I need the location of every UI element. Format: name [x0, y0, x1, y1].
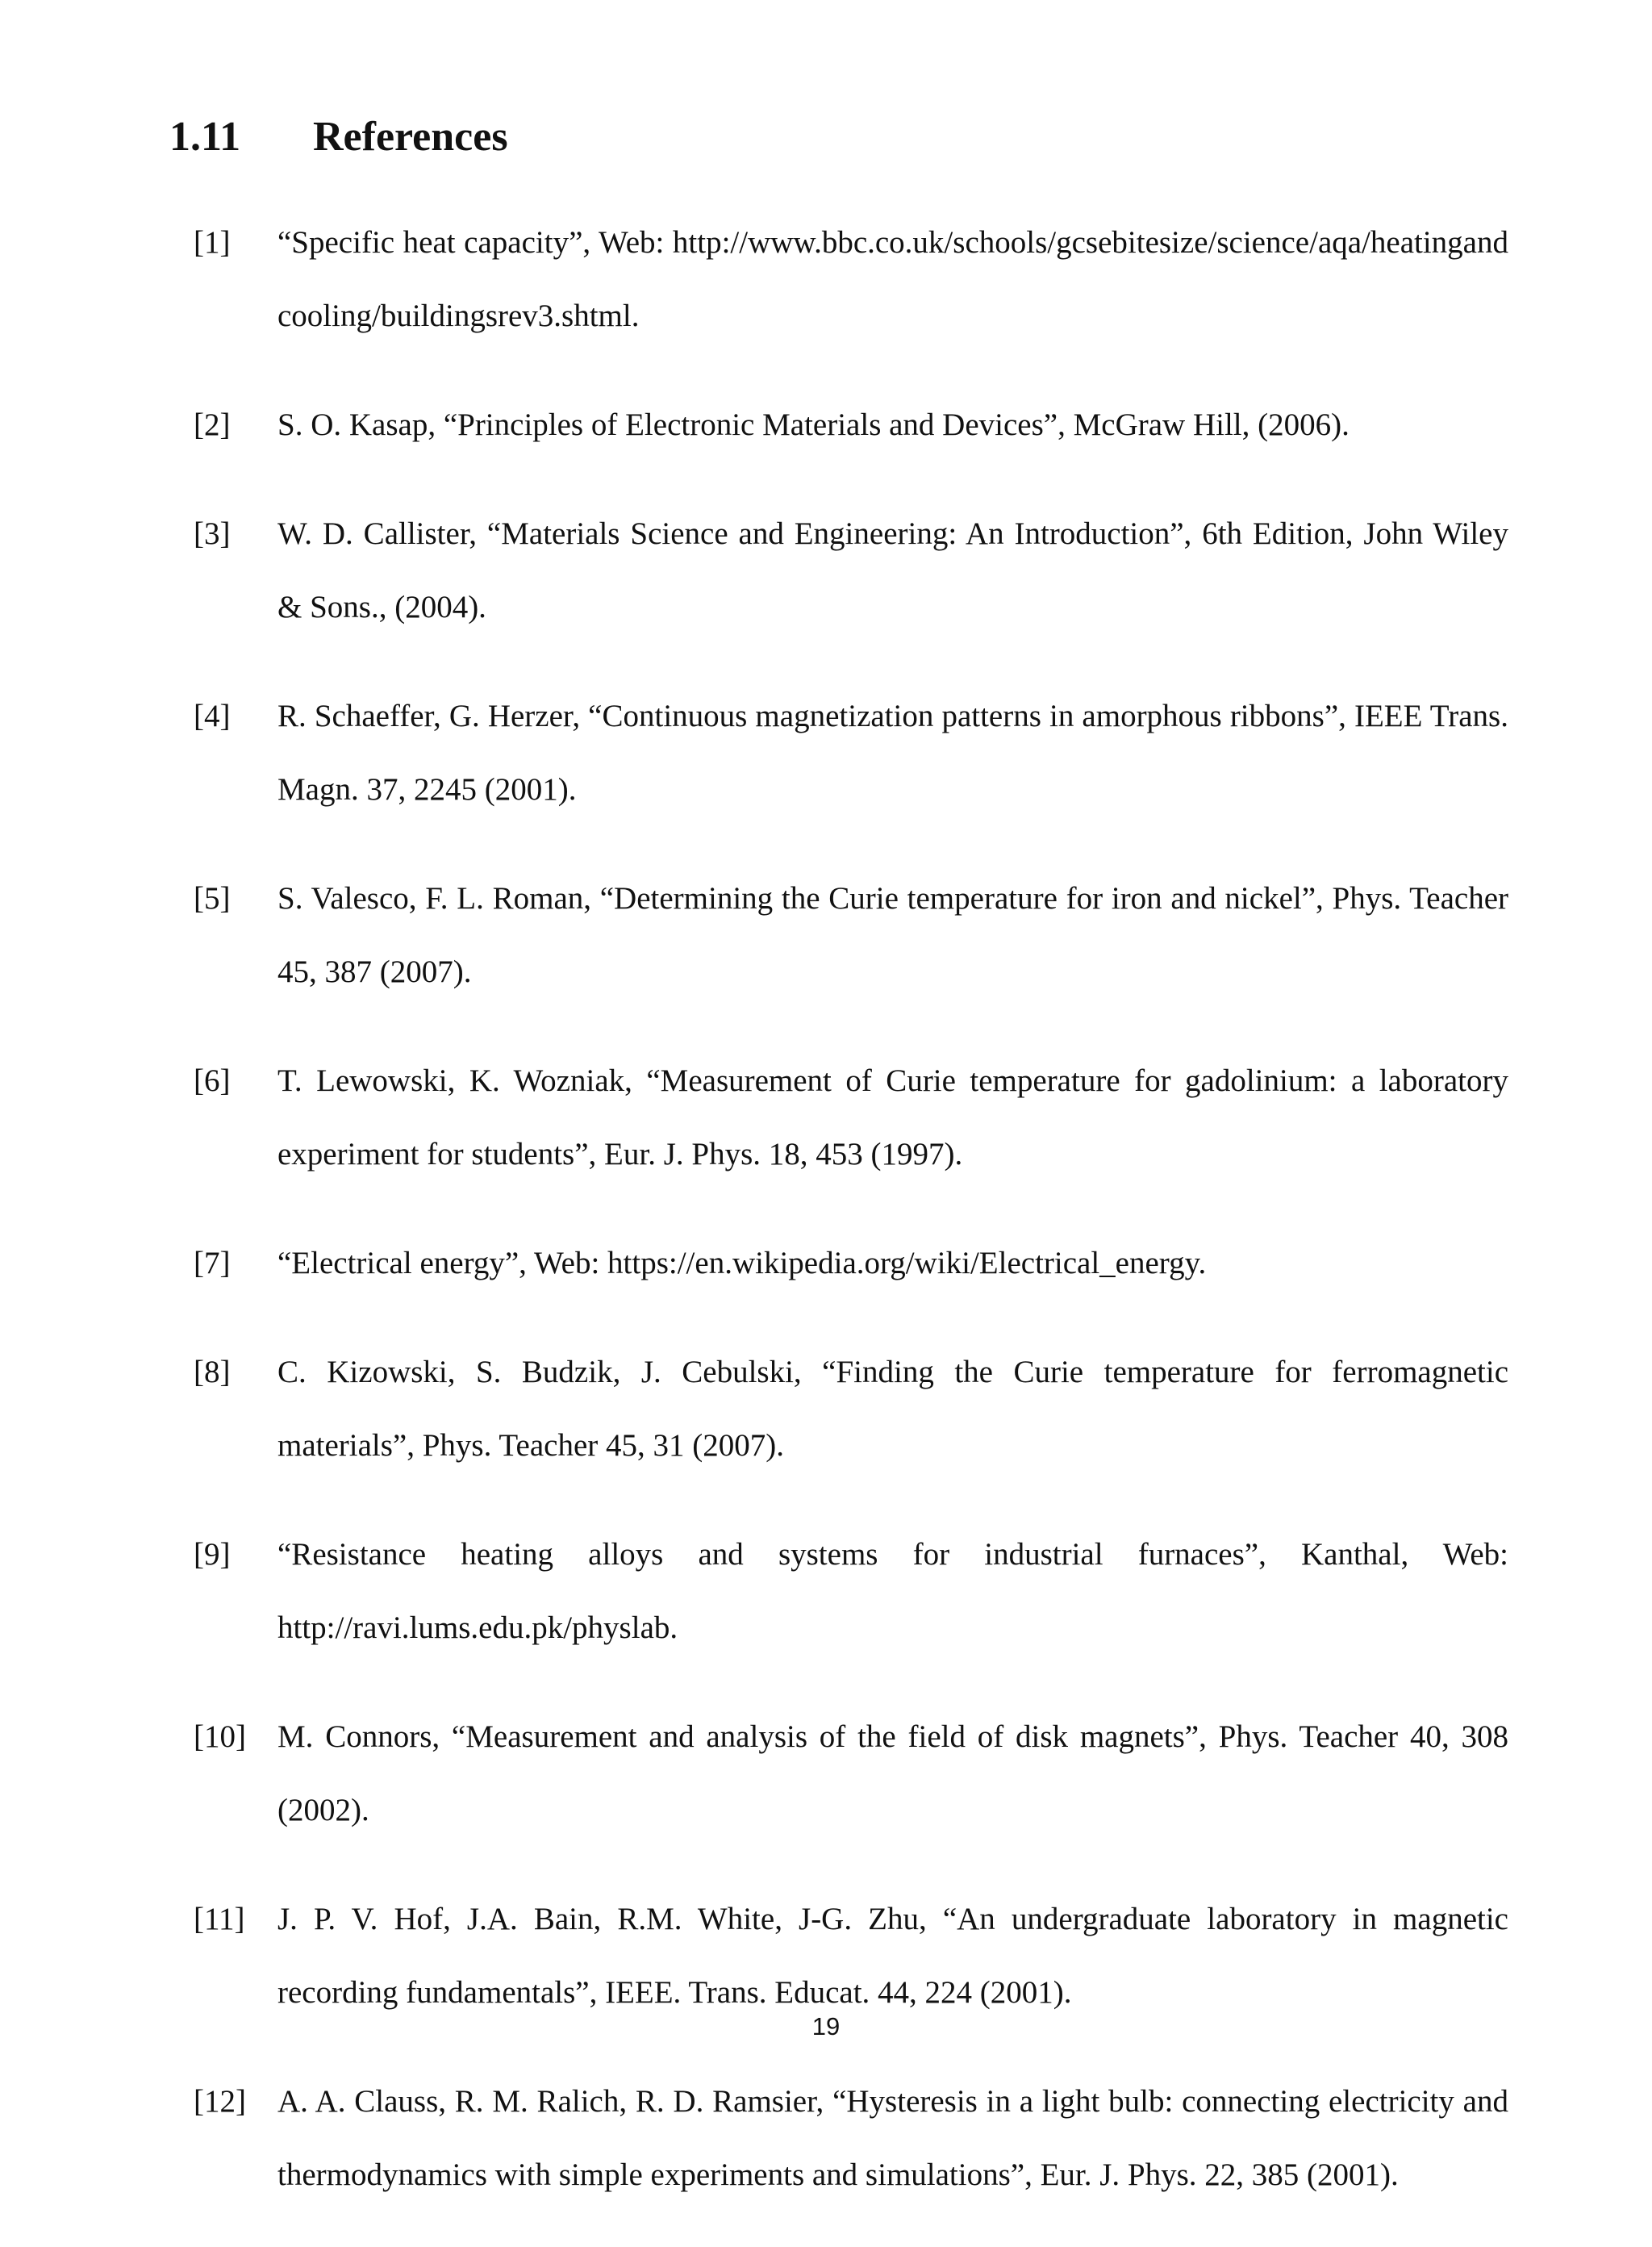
reference-label: [11] — [194, 1902, 245, 1936]
page-number: 19 — [811, 2012, 841, 2040]
reference-text: W. D. Callister, “Materials Science and Engineering: An Introduction”, 6th Edition, John Wiley & Sons., (2004). — [277, 516, 1508, 624]
reference-item — [194, 388, 1508, 462]
reference-text: S. Valesco, F. L. Roman, “Determining the Curie temperature for iron and nickel”, Phys. Teacher 45, 387 (2007). — [277, 881, 1508, 989]
reference-item — [194, 1335, 1508, 1482]
reference-text: A. A. Clauss, R. M. Ralich, R. D. Ramsier, “Hysteresis in a light bulb: connecting electricity and thermodynamics with simple experiments and simulations”, Eur. J. Phys. 22, 385 (2001). — [277, 2084, 1508, 2192]
reference-label: [12] — [194, 2084, 246, 2119]
reference-text: S. O. Kasap, “Principles of Electronic Materials and Devices”, McGraw Hill, (2006). — [277, 407, 1350, 442]
reference-item — [194, 2065, 1508, 2211]
section-number: 1.11 — [169, 114, 241, 160]
reference-item — [194, 497, 1508, 644]
reference-text: T. Lewowski, K. Wozniak, “Measurement of Curie temperature for gadolinium: a laboratory experiment for students”, Eur. J. Phys. 18, 453 (1997). — [277, 1063, 1508, 1172]
reference-text: R. Schaeffer, G. Herzer, “Continuous magnetization patterns in amorphous ribbons”, IEEE Trans. Magn. 37, 2245 (2001). — [277, 699, 1508, 807]
reference-label: [6] — [194, 1063, 231, 1098]
reference-item — [194, 1518, 1508, 1664]
reference-label: [2] — [194, 407, 231, 442]
reference-item — [194, 206, 1508, 353]
reference-item — [194, 1226, 1508, 1300]
reference-item — [194, 1044, 1508, 1191]
reference-label: [5] — [194, 881, 231, 916]
reference-label: [4] — [194, 699, 231, 733]
reference-label: [7] — [194, 1246, 231, 1280]
reference-item — [194, 862, 1508, 1009]
reference-item — [194, 679, 1508, 826]
reference-text: “Resistance heating alloys and systems for industrial furnaces”, Kanthal, Web: http://ravi.lums.edu.pk/physlab. — [277, 1537, 1508, 1645]
reference-text: J. P. V. Hof, J.A. Bain, R.M. White, J-G. Zhu, “An undergraduate laboratory in magnetic recording fundamentals”, IEEE. Trans. Educat. 44, 224 (2001). — [277, 1902, 1508, 2010]
reference-text: M. Connors, “Measurement and analysis of the field of disk magnets”, Phys. Teacher 40, 308 (2002). — [277, 1719, 1508, 1827]
reference-label: [8] — [194, 1355, 231, 1389]
section-heading — [169, 109, 508, 165]
reference-text: “Electrical energy”, Web: https://en.wikipedia.org/wiki/Electrical_energy. — [277, 1246, 1207, 1280]
reference-label: [1] — [194, 225, 231, 260]
section-title: References — [313, 114, 508, 160]
reference-label: [10] — [194, 1719, 246, 1754]
reference-label: [9] — [194, 1537, 231, 1572]
reference-item — [194, 1882, 1508, 2029]
reference-item — [194, 1700, 1508, 1847]
reference-label: [3] — [194, 516, 231, 551]
reference-text: “Specific heat capacity”, Web: http://www.bbc.co.uk/schools/gcsebitesize/science/aqa/heatingandcooling/buildingsrev3.shtml. — [277, 225, 1508, 333]
reference-text: C. Kizowski, S. Budzik, J. Cebulski, “Finding the Curie temperature for ferromagnetic materials”, Phys. Teacher 45, 31 (2007). — [277, 1355, 1508, 1463]
reference-list — [194, 206, 1508, 2247]
